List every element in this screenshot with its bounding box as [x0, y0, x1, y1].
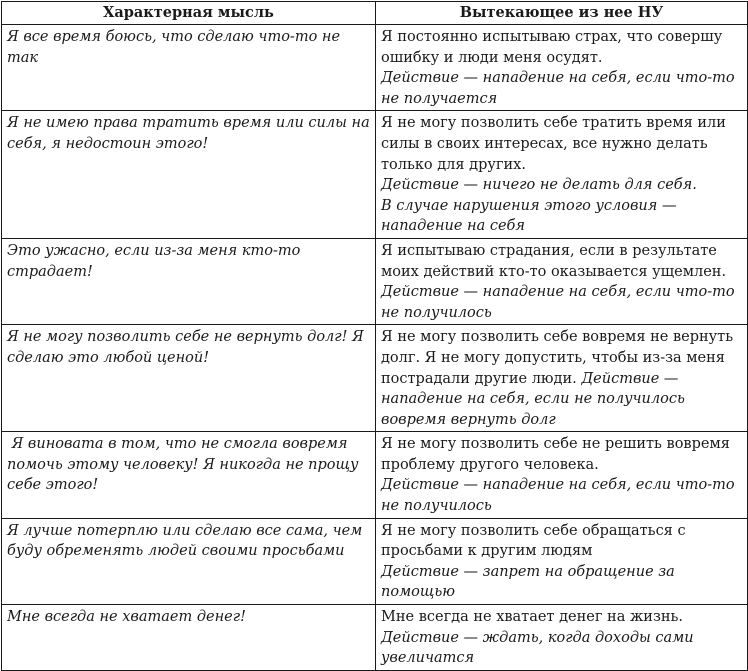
- thought-cell: Я не могу позволить себе не вернуть долг! Я сделаю это любой ценой!: [2, 325, 376, 432]
- rule-consequence: В случае нарушения этого условия — нападение на себя: [381, 197, 677, 235]
- rule-text: Я не могу позволить себе вовремя не вернуть долг. Я не могу допустить, чтобы из-за меня пострадали другие люди.: [381, 329, 734, 387]
- rule-cell: [376, 605, 748, 671]
- rule-action: Действие — ничего не делать для себя.: [381, 177, 697, 194]
- thought-cell: Я не имею права тратить время или силы на себя, я недостоин этого!: [2, 111, 376, 239]
- rule-text: Я не могу позволить себе обращаться с просьбами к другим людям: [381, 522, 686, 560]
- rule-action: Действие — нападение на себя, если что-то не получилось: [381, 477, 735, 515]
- rule-cell: [376, 325, 748, 432]
- rule-text: Я постоянно испытываю страх, что совершу ошибку и люди меня осудят.: [381, 29, 723, 66]
- table-row: [2, 325, 748, 432]
- rule-text: Мне всегда не хватает денег на жизнь.: [381, 609, 684, 626]
- rule-action: Действие — нападение на себя, если не получилось вовремя вернуть долг: [381, 370, 685, 428]
- rule-cell: [376, 238, 748, 324]
- thought-cell: Я лучше потерплю или сделаю все сама, чем буду обременять людей своими просьбами: [2, 518, 376, 604]
- rule-action: Действие — запрет на обращение за помощью: [381, 563, 675, 601]
- rule-action: Действие — ждать, когда доходы сами увеличатся: [381, 629, 694, 667]
- table-row: [2, 605, 748, 671]
- thoughts-rules-table: [1, 1, 748, 671]
- thought-cell: Я все время боюсь, что сделаю что-то не так: [2, 25, 376, 111]
- table-row: [2, 238, 748, 324]
- table-row: [2, 111, 748, 239]
- table-row: [2, 432, 748, 518]
- column-header-thought: Характерная мысль: [2, 2, 376, 25]
- rule-cell: [376, 432, 748, 518]
- rule-text: Я испытываю страдания, если в результате моих действий кто-то оказывается ущемлен.: [381, 242, 727, 280]
- rule-text: Я не могу позволить себе тратить время или силы в своих интересах, все нужно делать только для других.: [381, 115, 726, 173]
- table-row: [2, 25, 748, 111]
- rule-action: Действие — нападение на себя, если что-то не получается: [381, 70, 735, 107]
- column-header-rule: Вытекающее из нее НУ: [376, 2, 748, 25]
- rule-cell: [376, 111, 748, 239]
- table-header-row: [2, 2, 748, 25]
- rule-text: Я не могу позволить себе не решить вовремя проблему другого человека.: [381, 436, 730, 473]
- thought-cell: Мне всегда не хватает денег!: [2, 605, 376, 671]
- rule-action: Действие — нападение на себя, если что-то не получилось: [381, 284, 735, 321]
- table-row: [2, 518, 748, 604]
- rule-cell: [376, 518, 748, 604]
- rule-cell: [376, 25, 748, 111]
- thought-cell: Я виновата в том, что не смогла вовремя помочь этому человеку! Я никогда не прощу себе этого!: [2, 432, 376, 518]
- thought-cell: Это ужасно, если из-за меня кто-то страдает!: [2, 238, 376, 324]
